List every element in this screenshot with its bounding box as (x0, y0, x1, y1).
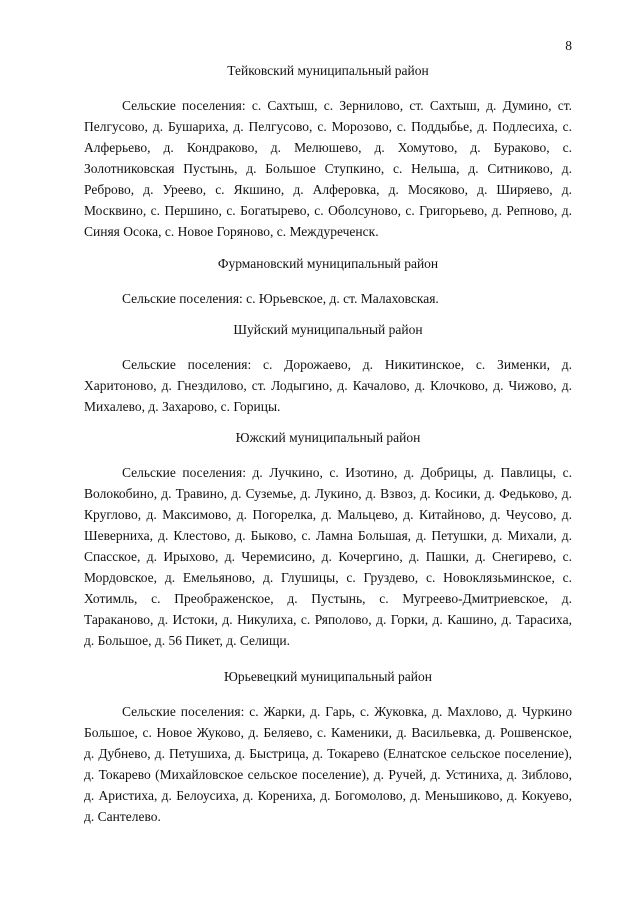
section-furmanovsky (84, 255, 572, 309)
section-heading: Тейковский муниципальный район (227, 63, 429, 78)
section-text: Сельские поселения: с. Сахтыш, с. Зернилово, ст. Сахтыш, д. Думино, ст. Пелгусово, д. Бушариха, д. Пелгусово, с. Морозово, с. Поддыбье, д. Подлесиха, с. Алферьево, д. Кондраково, д. Мелюшево, д. Хомутово, д. Бураково, с. Золотниковская Пустынь, д. Большое Ступкино, с. Нельша, д. Ситниково, д. Реброво, д. Уреево, с. Якшино, д. Алферовка, д. Мосяково, д. Ширяево, д. Москвино, с. Першино, с. Богатырево, с. Оболсуново, с. Григорьево, д. Репново, д. Синяя Осока, с. Новое Горяново, с. Междуреченск. (84, 98, 572, 239)
section-heading: Юрьевецкий муниципальный район (224, 669, 432, 684)
section-heading: Южский муниципальный район (235, 430, 421, 445)
page-number: 8 (565, 38, 572, 53)
section-yuzhsky (84, 429, 572, 651)
section-text: Сельские поселения: с. Жарки, д. Гарь, с. Жуковка, д. Махлово, д. Чуркино Большое, с. Новое Жуково, д. Беляево, с. Каменики, д. Васильевка, д. Рошвенское, д. Дубнево, д. Петушиха, д. Быстрица, д. Токарево (Елнатское сельское поселение), д. Токарево (Михайловское сельское поселение), д. Ручей, д. Устиниха, д. Зиблово, д. Аристиха, д. Белоусиха, д. Корениха, д. Богомолово, д. Меньшиково, д. Кокуево, д. Сантелево. (84, 704, 572, 824)
section-text: Сельские поселения: с. Юрьевское, д. ст. Малаховская. (122, 291, 439, 306)
section-text: Сельские поселения: с. Дорожаево, д. Никитинское, с. Зименки, д. Харитоново, д. Гнездилово, ст. Лодыгино, д. Качалово, д. Клочково, д. Чижово, д. Михалево, д. Захарово, с. Горицы. (84, 357, 572, 414)
section-heading: Шуйский муниципальный район (233, 322, 423, 337)
section-teykovsky (84, 62, 572, 242)
section-yurievetsky (84, 668, 572, 827)
section-text: Сельские поселения: д. Лучкино, с. Изотино, д. Добрицы, д. Павлицы, с. Волокобино, д. Травино, д. Суземье, д. Лукино, д. Взвоз, д. Косики, д. Федьково, д. Круглово, д. Максимово, д. Погорелка, д. Мальцево, д. Китайново, д. Чеусово, д. Шеверниха, д. Клестово, д. Быково, с. Ламна Большая, д. Петушки, д. Михали, д. Спасское, д. Ирыхово, д. Черемисино, д. Кочергино, д. Пашки, д. Снегирево, с. Мордовское, д. Емельяново, д. Глушицы, с. Груздево, с. Новоклязьминское, с. Хотимль, с. Преображенское, д. Пустынь, с. Мугреево-Дмитриевское, д. Тараканово, д. Истоки, д. Никулиха, с. Ряполово, д. Горки, д. Кашино, д. Тарасиха, д. Большое, д. 56 Пикет, д. Селищи. (84, 465, 572, 648)
section-shuysky (84, 321, 572, 417)
section-heading: Фурмановский муниципальный район (217, 256, 439, 271)
